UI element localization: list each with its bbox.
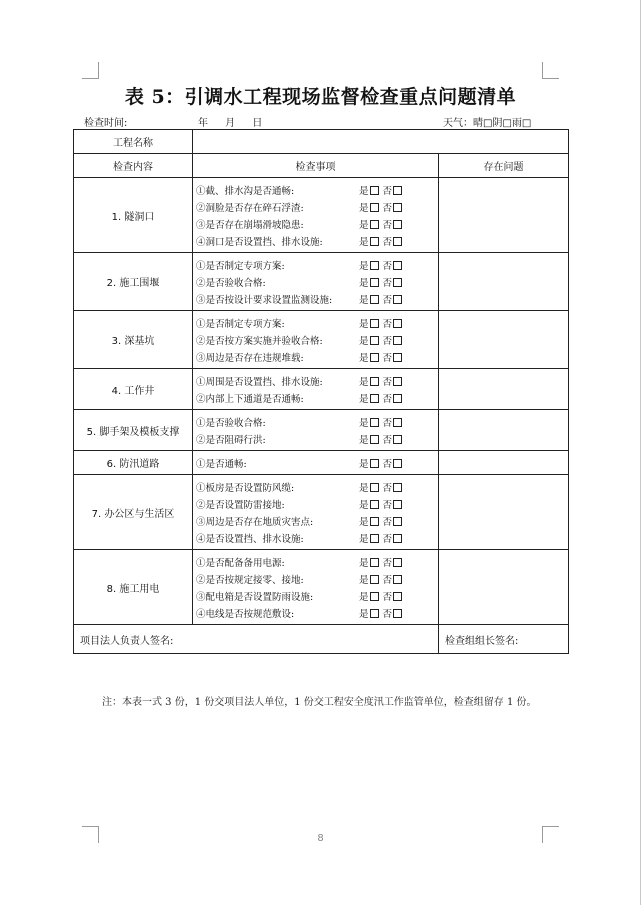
yes-no-options bbox=[359, 258, 406, 272]
page-number: 8 bbox=[317, 833, 324, 844]
yes-checkbox[interactable] bbox=[370, 336, 379, 345]
no-label: 否 bbox=[382, 482, 393, 494]
no-checkbox[interactable] bbox=[393, 394, 402, 403]
check-item bbox=[196, 389, 438, 406]
check-item-text: ③配电箱是否设置防雨设施: bbox=[196, 591, 314, 603]
no-label: 否 bbox=[382, 277, 393, 289]
check-item-text: ①板房是否设置防风缆: bbox=[196, 482, 295, 494]
header-row bbox=[74, 154, 569, 178]
no-label: 否 bbox=[382, 608, 393, 620]
table-row bbox=[74, 475, 569, 550]
yes-checkbox[interactable] bbox=[370, 609, 379, 618]
yes-no-options bbox=[359, 415, 406, 429]
yes-label: 是 bbox=[359, 458, 369, 470]
yes-no-options bbox=[359, 480, 406, 494]
no-checkbox[interactable] bbox=[393, 278, 402, 287]
yes-checkbox[interactable] bbox=[370, 435, 379, 444]
no-label: 否 bbox=[382, 499, 393, 511]
check-item-text: ③周边是否存在违规堆载: bbox=[196, 352, 304, 364]
yes-label: 是 bbox=[359, 294, 369, 306]
yes-no-options bbox=[359, 555, 406, 569]
check-items-cell bbox=[193, 253, 439, 311]
issues-cell[interactable] bbox=[439, 369, 569, 410]
no-checkbox[interactable] bbox=[393, 534, 402, 543]
no-label: 否 bbox=[382, 434, 393, 446]
check-item bbox=[196, 372, 438, 389]
yes-checkbox[interactable] bbox=[370, 261, 379, 270]
check-item-text: ①是否验收合格: bbox=[196, 417, 266, 429]
yes-checkbox[interactable] bbox=[370, 558, 379, 567]
no-checkbox[interactable] bbox=[393, 203, 402, 212]
no-checkbox[interactable] bbox=[393, 517, 402, 526]
check-item bbox=[196, 529, 438, 546]
project-name-value[interactable] bbox=[193, 130, 569, 154]
check-item bbox=[196, 413, 438, 430]
no-label: 否 bbox=[382, 185, 393, 197]
table-row bbox=[74, 253, 569, 311]
table-row bbox=[74, 311, 569, 369]
yes-checkbox[interactable] bbox=[370, 534, 379, 543]
signature-row bbox=[74, 625, 569, 654]
yes-no-options bbox=[359, 200, 406, 214]
yes-label: 是 bbox=[359, 202, 369, 214]
issues-cell[interactable] bbox=[439, 410, 569, 451]
yes-no-options bbox=[359, 183, 406, 197]
yes-label: 是 bbox=[359, 352, 369, 364]
crop-mark-top-left bbox=[82, 62, 99, 79]
no-checkbox[interactable] bbox=[393, 418, 402, 427]
check-items-cell bbox=[193, 550, 439, 625]
check-item-text: ②内部上下通道是否通畅: bbox=[196, 393, 304, 405]
project-name-row bbox=[74, 130, 569, 154]
no-label: 否 bbox=[382, 352, 393, 364]
footnote: 注：本表一式 3 份，1 份交项目法人单位，1 份交工程安全度汛工作监管单位，检查组留存 1 份。 bbox=[102, 697, 537, 708]
table-row bbox=[74, 550, 569, 625]
no-checkbox[interactable] bbox=[393, 186, 402, 195]
no-label: 否 bbox=[382, 260, 393, 272]
check-item-text: ②是否按方案实施并验收合格: bbox=[196, 335, 323, 347]
check-item bbox=[196, 314, 438, 331]
no-checkbox[interactable] bbox=[393, 336, 402, 345]
no-checkbox[interactable] bbox=[393, 609, 402, 618]
check-item bbox=[196, 273, 438, 290]
check-item bbox=[196, 331, 438, 348]
issues-cell[interactable] bbox=[439, 550, 569, 625]
no-label: 否 bbox=[382, 202, 393, 214]
category-cell: 7. 办公区与生活区 bbox=[74, 475, 193, 550]
yes-label: 是 bbox=[359, 335, 369, 347]
check-item bbox=[196, 478, 438, 495]
yes-label: 是 bbox=[359, 499, 369, 511]
yes-label: 是 bbox=[359, 219, 369, 231]
weather-field: 天气：晴□阴□雨□ bbox=[443, 118, 532, 129]
issues-cell[interactable] bbox=[439, 475, 569, 550]
no-label: 否 bbox=[382, 376, 393, 388]
yes-no-options bbox=[359, 333, 406, 347]
check-item-text: ②是否验收合格: bbox=[196, 277, 266, 289]
yes-label: 是 bbox=[359, 318, 369, 330]
check-item-text: ②洞脸是否存在碎石浮渣: bbox=[196, 202, 304, 214]
yes-no-options bbox=[359, 456, 406, 470]
check-item bbox=[196, 570, 438, 587]
no-checkbox[interactable] bbox=[393, 558, 402, 567]
yes-checkbox[interactable] bbox=[370, 377, 379, 386]
checklist-table bbox=[73, 129, 569, 654]
yes-label: 是 bbox=[359, 608, 369, 620]
yes-checkbox[interactable] bbox=[370, 237, 379, 246]
check-item bbox=[196, 495, 438, 512]
yes-checkbox[interactable] bbox=[370, 394, 379, 403]
no-label: 否 bbox=[382, 557, 393, 569]
category-cell: 3. 深基坑 bbox=[74, 311, 193, 369]
yes-checkbox[interactable] bbox=[370, 592, 379, 601]
inspection-time-label: 检查时间: bbox=[84, 118, 128, 129]
check-item bbox=[196, 553, 438, 570]
no-checkbox[interactable] bbox=[393, 220, 402, 229]
yes-label: 是 bbox=[359, 574, 369, 586]
yes-label: 是 bbox=[359, 533, 369, 545]
check-items-cell bbox=[193, 178, 439, 253]
no-checkbox[interactable] bbox=[393, 459, 402, 468]
yes-checkbox[interactable] bbox=[370, 459, 379, 468]
yes-label: 是 bbox=[359, 236, 369, 248]
table-row bbox=[74, 410, 569, 451]
check-item bbox=[196, 198, 438, 215]
yes-no-options bbox=[359, 572, 406, 586]
yes-no-options bbox=[359, 432, 406, 446]
check-items-cell bbox=[193, 369, 439, 410]
yes-checkbox[interactable] bbox=[370, 319, 379, 328]
yes-no-options bbox=[359, 217, 406, 231]
yes-checkbox[interactable] bbox=[370, 517, 379, 526]
yes-checkbox[interactable] bbox=[370, 220, 379, 229]
no-label: 否 bbox=[382, 516, 393, 528]
check-item bbox=[196, 290, 438, 307]
yes-label: 是 bbox=[359, 393, 369, 405]
no-label: 否 bbox=[382, 318, 393, 330]
category-cell: 2. 施工围堰 bbox=[74, 253, 193, 311]
yes-label: 是 bbox=[359, 591, 369, 603]
yes-label: 是 bbox=[359, 376, 369, 388]
no-checkbox[interactable] bbox=[393, 592, 402, 601]
issues-cell[interactable] bbox=[439, 311, 569, 369]
no-label: 否 bbox=[382, 574, 393, 586]
project-owner-signature[interactable]: 项目法人负责人签名: bbox=[74, 625, 439, 654]
yes-label: 是 bbox=[359, 557, 369, 569]
check-item-text: ②是否设置防雷接地: bbox=[196, 499, 285, 511]
check-item-text: ①是否配备备用电源: bbox=[196, 557, 285, 569]
category-cell: 6. 防汛道路 bbox=[74, 451, 193, 475]
yes-no-options bbox=[359, 606, 406, 620]
check-item-text: ②是否阻碍行洪: bbox=[196, 434, 266, 446]
check-item bbox=[196, 604, 438, 621]
check-items-cell bbox=[193, 451, 439, 475]
check-item bbox=[196, 587, 438, 604]
yes-no-options bbox=[359, 531, 406, 545]
no-checkbox[interactable] bbox=[393, 575, 402, 584]
yes-no-options bbox=[359, 497, 406, 511]
issues-cell[interactable] bbox=[439, 451, 569, 475]
check-item bbox=[196, 181, 438, 198]
category-cell: 5. 脚手架及模板支撑 bbox=[74, 410, 193, 451]
yes-label: 是 bbox=[359, 482, 369, 494]
header-existing-issues: 存在问题 bbox=[439, 154, 569, 178]
no-label: 否 bbox=[382, 393, 393, 405]
yes-checkbox[interactable] bbox=[370, 186, 379, 195]
yes-label: 是 bbox=[359, 260, 369, 272]
check-item-text: ①是否制定专项方案: bbox=[196, 318, 285, 330]
check-item-text: ①是否通畅: bbox=[196, 458, 247, 470]
yes-checkbox[interactable] bbox=[370, 353, 379, 362]
no-checkbox[interactable] bbox=[393, 435, 402, 444]
check-item-text: ③是否存在崩塌滑坡隐患: bbox=[196, 219, 304, 231]
yes-no-options bbox=[359, 234, 406, 248]
yes-checkbox[interactable] bbox=[370, 278, 379, 287]
no-label: 否 bbox=[382, 294, 393, 306]
check-item-text: ④电线是否按规范敷设: bbox=[196, 608, 295, 620]
check-item-text: ④洞口是否设置挡、排水设施: bbox=[196, 236, 323, 248]
yes-no-options bbox=[359, 316, 406, 330]
check-item bbox=[196, 512, 438, 529]
yes-no-options bbox=[359, 292, 406, 306]
yes-no-options bbox=[359, 391, 406, 405]
check-item-text: ②是否按规定接零、接地: bbox=[196, 574, 304, 586]
category-cell: 1. 隧洞口 bbox=[74, 178, 193, 253]
no-checkbox[interactable] bbox=[393, 500, 402, 509]
yes-checkbox[interactable] bbox=[370, 203, 379, 212]
team-leader-signature[interactable]: 检查组组长签名: bbox=[439, 625, 569, 654]
check-item-text: ③周边是否存在地质灾害点: bbox=[196, 516, 314, 528]
check-item-text: ①截、排水沟是否通畅: bbox=[196, 185, 295, 197]
yes-checkbox[interactable] bbox=[370, 483, 379, 492]
table-row bbox=[74, 178, 569, 253]
issues-cell[interactable] bbox=[439, 178, 569, 253]
crop-mark-top-right bbox=[542, 62, 559, 79]
check-item bbox=[196, 215, 438, 232]
no-checkbox[interactable] bbox=[393, 237, 402, 246]
header-inspection-items: 检查事项 bbox=[193, 154, 439, 178]
no-label: 否 bbox=[382, 591, 393, 603]
yes-label: 是 bbox=[359, 277, 369, 289]
project-name-label: 工程名称 bbox=[74, 130, 193, 154]
header-inspection-content: 检查内容 bbox=[74, 154, 193, 178]
yes-checkbox[interactable] bbox=[370, 295, 379, 304]
check-items-cell bbox=[193, 410, 439, 451]
check-items-cell bbox=[193, 475, 439, 550]
page-title: 表 5：引调水工程现场监督检查重点问题清单 bbox=[124, 86, 517, 108]
check-item bbox=[196, 348, 438, 365]
no-checkbox[interactable] bbox=[393, 377, 402, 386]
check-item bbox=[196, 256, 438, 273]
no-checkbox[interactable] bbox=[393, 353, 402, 362]
check-item-text: ①是否制定专项方案: bbox=[196, 260, 285, 272]
category-cell: 8. 施工用电 bbox=[74, 550, 193, 625]
no-label: 否 bbox=[382, 533, 393, 545]
issues-cell[interactable] bbox=[439, 253, 569, 311]
yes-checkbox[interactable] bbox=[370, 575, 379, 584]
yes-checkbox[interactable] bbox=[370, 418, 379, 427]
no-checkbox[interactable] bbox=[393, 261, 402, 270]
no-checkbox[interactable] bbox=[393, 319, 402, 328]
yes-label: 是 bbox=[359, 434, 369, 446]
check-item-text: ①周围是否设置挡、排水设施: bbox=[196, 376, 323, 388]
yes-label: 是 bbox=[359, 185, 369, 197]
no-label: 否 bbox=[382, 219, 393, 231]
no-label: 否 bbox=[382, 417, 393, 429]
check-item bbox=[196, 454, 438, 471]
no-label: 否 bbox=[382, 458, 393, 470]
yes-checkbox[interactable] bbox=[370, 500, 379, 509]
check-item bbox=[196, 430, 438, 447]
check-item bbox=[196, 232, 438, 249]
no-checkbox[interactable] bbox=[393, 483, 402, 492]
check-items-cell bbox=[193, 311, 439, 369]
yes-no-options bbox=[359, 350, 406, 364]
yes-no-options bbox=[359, 374, 406, 388]
date-units: 年 月 日 bbox=[198, 118, 263, 129]
check-item-text: ④是否设置挡、排水设施: bbox=[196, 533, 304, 545]
category-cell: 4. 工作井 bbox=[74, 369, 193, 410]
yes-label: 是 bbox=[359, 516, 369, 528]
yes-no-options bbox=[359, 275, 406, 289]
table-row bbox=[74, 369, 569, 410]
yes-label: 是 bbox=[359, 417, 369, 429]
yes-no-options bbox=[359, 514, 406, 528]
table-row bbox=[74, 451, 569, 475]
no-label: 否 bbox=[382, 236, 393, 248]
no-label: 否 bbox=[382, 335, 393, 347]
check-item-text: ③是否按设计要求设置监测设施: bbox=[196, 294, 333, 306]
no-checkbox[interactable] bbox=[393, 295, 402, 304]
yes-no-options bbox=[359, 589, 406, 603]
